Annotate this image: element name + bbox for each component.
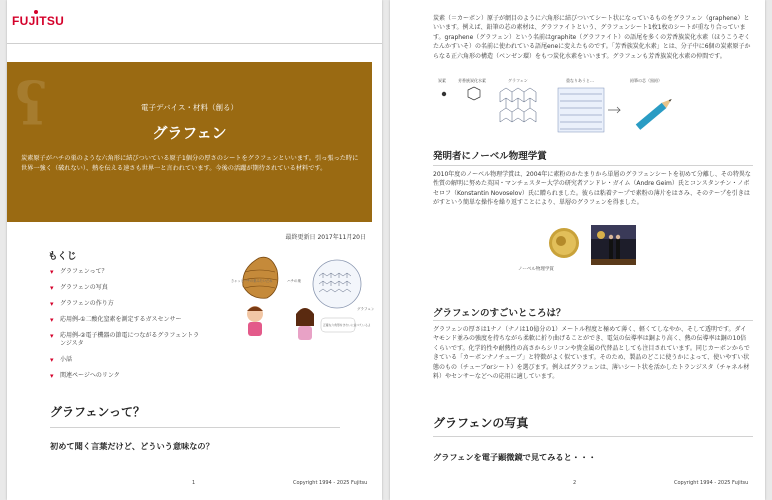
toc-item[interactable]: ▾ グラフェンって？ <box>50 268 108 276</box>
toc-item[interactable]: ▾ グラフェンの作り方 <box>50 300 114 308</box>
carbon-atom-icon <box>442 92 446 96</box>
benzene-ring-icon <box>468 87 480 100</box>
document-page-2 <box>390 0 765 500</box>
figure-label: 鉛筆の芯（黒鉛） <box>630 78 662 83</box>
header-divider <box>7 43 382 44</box>
photo-section-heading: グラフェンの写真 <box>433 416 529 430</box>
fujitsu-logo[interactable] <box>12 14 64 28</box>
arrow-down-icon: ▾ <box>50 316 54 324</box>
section-heading: グラフェンって？ <box>50 405 146 419</box>
intro-paragraph: 炭素（＝カーボン）原子が網目のように六角形に結びついてシート状になっているものをグラフェン（graphene）といいます。例えば、鉛筆の芯の素材は、グラファイトという、グラフェンシート1枚1枚のシートが重なり合っています。graphene（グラフェン）という名前はgraphite（グラファイト）の語尾を多くの芳香族炭化水素（ほうこうぞくたんかすいそ）の名前に使われている語尾eneに変えたものです。「芳香族炭化水素」とは、分子中に6個の炭素原子からなる正六角形の構造（ベンゼン環）をもつ炭化水素をいいます。グラフェンも芳香族炭化水素の仲間です。 <box>433 15 751 60</box>
figure-label: グラフェン <box>508 78 528 83</box>
children-icon <box>247 306 314 340</box>
section-divider <box>50 427 340 428</box>
hero-decoration: ʕ <box>15 70 47 138</box>
section-divider <box>433 165 753 166</box>
nobel-ceremony-photo <box>591 225 636 265</box>
document-page-1 <box>7 0 382 500</box>
arrow-down-icon: ▾ <box>50 284 54 292</box>
beehive-icon <box>243 257 278 298</box>
beehive-graphene-illustration <box>229 248 379 348</box>
arrow-down-icon: ▾ <box>50 372 54 380</box>
toc-item[interactable]: ▾ 関連ページへのリンク <box>50 372 120 380</box>
page-number: 1 <box>192 480 196 486</box>
graphene-sheet-icon <box>500 88 536 122</box>
photo-section-subheading: グラフェンを電子顕微鏡で見てみると・・・ <box>433 452 597 462</box>
section-divider <box>433 436 753 437</box>
nobel-caption: ノーベル物理学賞 <box>518 267 554 272</box>
ceremony-scene <box>591 225 636 265</box>
copyright: Copyright 1994 - 2025 Fujitsu <box>674 480 749 486</box>
hero-category: 電子デバイス・材料（創る） <box>141 103 238 112</box>
logo-infinity-mark <box>34 10 38 14</box>
nobel-medal-image <box>542 225 586 261</box>
speech-bubble-right: 正確な六角形をきれいに並べているよ <box>323 323 371 327</box>
graphene-lattice-icon <box>313 260 361 308</box>
arrow-down-icon: ▾ <box>50 268 54 276</box>
page-title: グラフェン <box>152 124 227 142</box>
logo-text: FUJITSU <box>12 14 65 28</box>
arrow-down-icon: ▾ <box>50 332 54 340</box>
pencil-icon <box>636 96 674 130</box>
graphene-structure-figure <box>438 78 698 138</box>
copyright: Copyright 1994 - 2025 Fujitsu <box>293 480 368 486</box>
arrow-down-icon: ▾ <box>50 356 54 364</box>
figure-label: 炭素 <box>438 78 446 83</box>
amazing-heading: グラフェンのすごいところは？ <box>433 308 566 319</box>
last-updated-date: 最終更新日 2017年11月20日 <box>285 234 366 241</box>
toc-item[interactable]: ▾ 小話 <box>50 356 73 364</box>
hero-banner <box>7 62 372 222</box>
page-number: 2 <box>573 480 577 486</box>
amazing-paragraph: グラフェンの厚さは1ナノ（ナノは10億分の1）メートル程度と極めて薄く、軽くてしなやか、そして透明です。ダイヤモンド並みの強度を持ちながら柔軟に折り曲げることができ、電気の伝導率は銅より高く、熱の伝導率は銅の10倍くらいです。化学的性や耐熱性の高さからシリコンや貴金属の代替品としても注目されています。同じカーボンからできている「カーボンナノチューブ」と特徴がよく似ています。そのため、製品のどこに使うかによって、使いやすい状態のもの（チューブorシート）を選びます。例えばグラフェンは、薄いシート状を活かしたトランジスタ（チャネル材料）やセンサーなどへの応用に適しています。 <box>433 326 750 381</box>
figure-label: 芳香族炭化水素 <box>458 78 486 83</box>
hero-description: 炭素原子がハチの巣のような六角形に結びついている原子1個分の厚さのシートをグラフェンといいます。引っ張った時に世界一強く（破れない）、熱を伝える速さも世界一と言われています。今後の活躍が期待されている材料です。 <box>21 155 359 172</box>
toc-item[interactable]: ▾ グラフェンの写真 <box>50 284 108 292</box>
toc-heading: もくじ <box>48 251 77 262</box>
label-graphene: グラフェン <box>357 307 375 311</box>
toc-item[interactable]: ▾ 応用例-①二酸化窒素を測定するガスセンサー <box>50 316 182 324</box>
nobel-paragraph: 2010年度のノーベル物理学賞は、2004年に素粉のかたまりから単層のグラフェンシートを初めて分離し、その特異な性質の解明に努めた英国・マンチェスター大学の研究者アンドレ・ガイム（Andre Geim）氏とコンスタンチン・ノボセロフ（Konstantin Novoselov）氏に贈られました。彼らは粘着テープで素粉の薄片をはさみ、そのテープを引きはがすという簡単な操作を繰り返すことにより、単層のグラフェンを得ました。 <box>433 171 751 207</box>
section-divider <box>433 320 753 321</box>
speech-bubble-left: きゃっとハチの巣みたいだね <box>231 279 273 283</box>
label-beehive: ハチの巣 <box>287 279 301 283</box>
section-subheading: 初めて聞く言葉だけど、どういう意味なの？ <box>50 441 214 451</box>
arrow-down-icon: ▾ <box>50 300 54 308</box>
toc-item[interactable]: ▾ 応用例-②電子機器の節電につながるグラフェントランジスタ <box>50 332 200 347</box>
structure-diagram <box>438 84 698 138</box>
figure-label: 重なりあうと… <box>566 78 594 83</box>
stacked-sheets-icon <box>558 88 620 132</box>
nobel-heading: 発明者にノーベル物理学賞 <box>433 151 547 162</box>
table-of-contents <box>50 268 200 388</box>
